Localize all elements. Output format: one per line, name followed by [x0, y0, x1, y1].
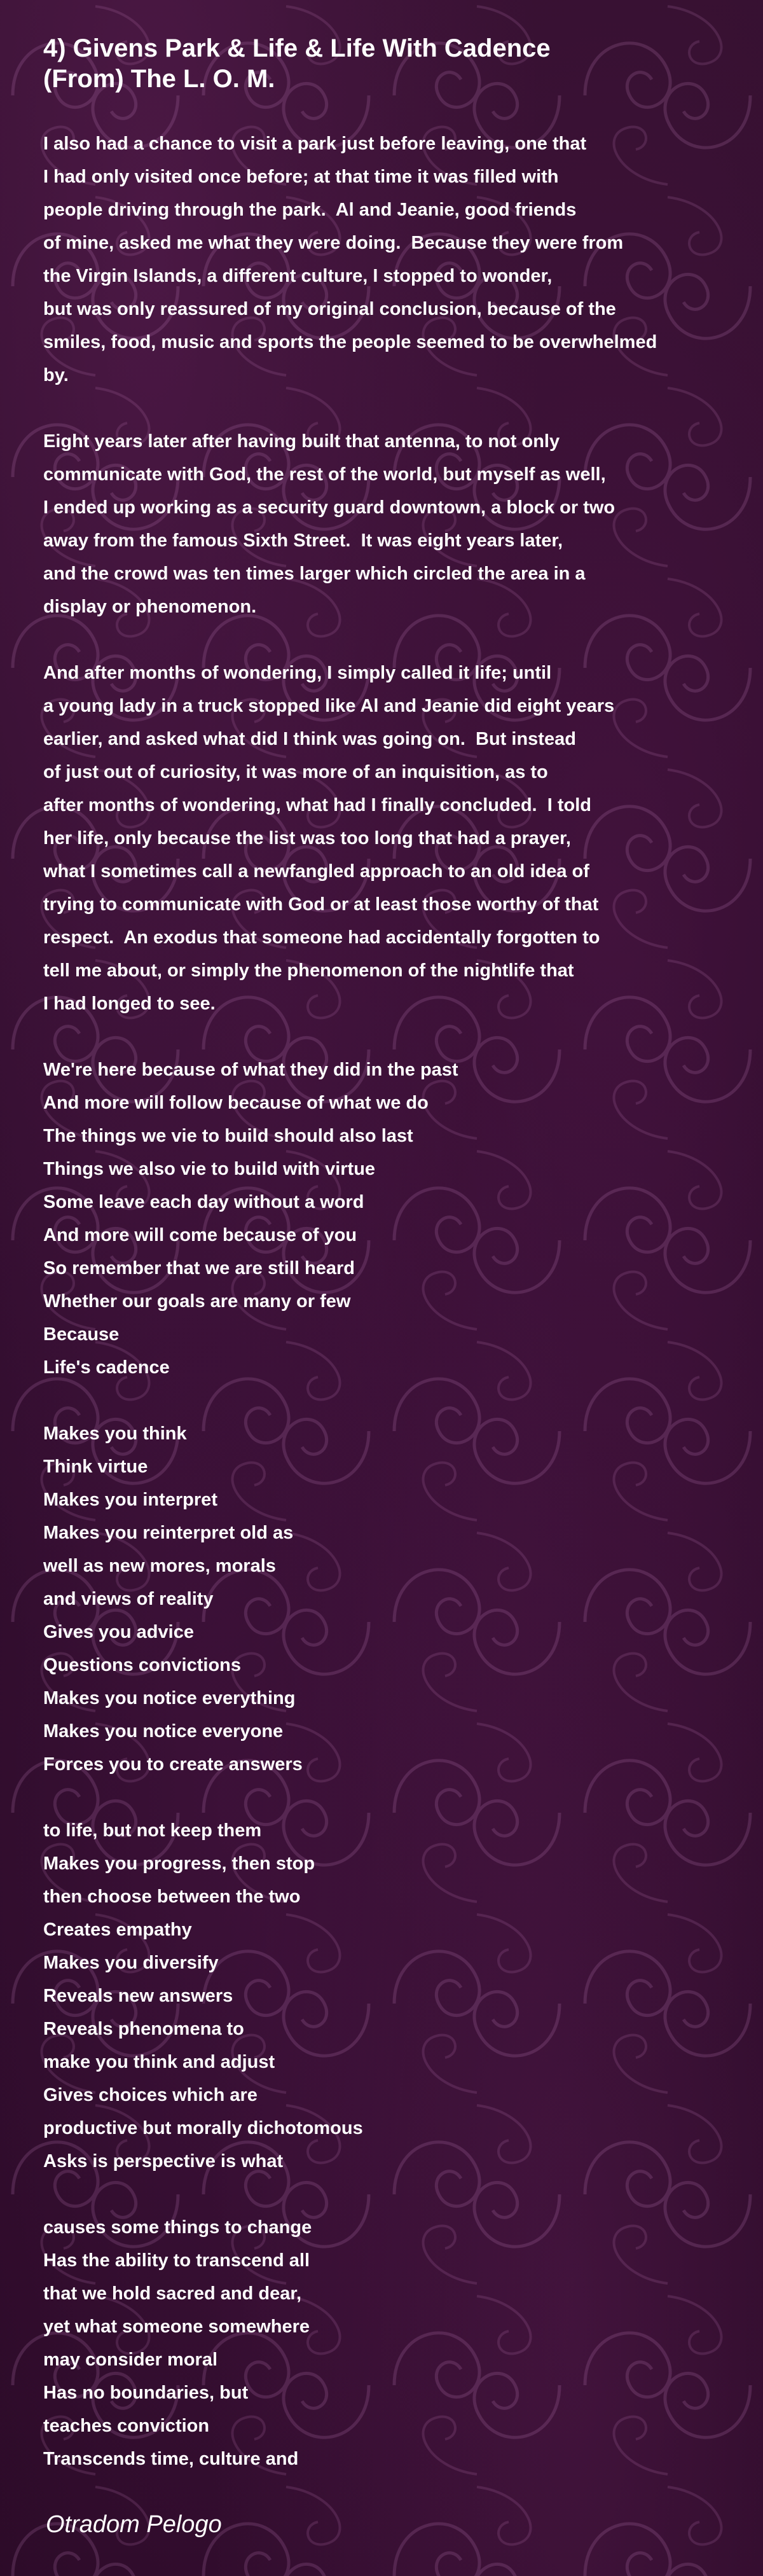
poem-line: to life, but not keep them	[43, 1820, 262, 1841]
poem-line: tell me about, or simply the phenomenon of the nightlife that	[43, 960, 574, 981]
poem-line: Because	[43, 1324, 120, 1345]
poem-line: I also had a chance to visit a park just before leaving, one that	[43, 134, 587, 154]
poem-line: teaches conviction	[43, 2416, 210, 2436]
poem-line: well as new mores, morals	[43, 1556, 276, 1576]
poem-line: I had longed to see.	[43, 994, 216, 1014]
poem-stanza	[43, 1417, 749, 1781]
poem-line: earlier, and asked what did I think was going on. But instead	[43, 729, 576, 749]
poem-stanza	[43, 127, 749, 392]
poem-line: Makes you think	[43, 1423, 187, 1444]
poem-line: The things we vie to build should also last	[43, 1126, 413, 1146]
poem-line: And more will come because of you	[43, 1225, 357, 1245]
poem-line: Eight years later after having built that antenna, to not only	[43, 431, 560, 452]
poem-line: then choose between the two	[43, 1887, 301, 1907]
poem-line: Forces you to create answers	[43, 1754, 303, 1775]
poem-stanza	[43, 2211, 749, 2476]
poem-line: Questions convictions	[43, 1655, 241, 1675]
poem-line: of just out of curiosity, it was more of an inquisition, as to	[43, 762, 548, 782]
poem-line: smiles, food, music and sports the people seemed to be overwhelmed	[43, 332, 657, 352]
poem-line: Whether our goals are many or few	[43, 1291, 351, 1312]
poem-content	[43, 33, 749, 2509]
poem-line: Gives you advice	[43, 1622, 194, 1642]
poem-line: Makes you reinterpret old as	[43, 1523, 294, 1543]
poem-title-line-2: (From) The L. O. M.	[43, 65, 275, 93]
poem-line: people driving through the park. Al and Jeanie, good friends	[43, 200, 577, 220]
poem-body	[43, 127, 749, 2476]
poem-stanza	[43, 425, 749, 623]
poem-line: Asks is perspective is what	[43, 2151, 284, 2171]
poem-title	[43, 33, 749, 94]
poem-line: the Virgin Islands, a different culture, I stopped to wonder,	[43, 266, 553, 286]
poem-line: trying to communicate with God or at least those worthy of that	[43, 894, 599, 915]
poem-line: We're here because of what they did in the past	[43, 1060, 458, 1080]
poem-line: Reveals new answers	[43, 1986, 233, 2006]
poem-line: Has the ability to transcend all	[43, 2250, 310, 2271]
poem-line: after months of wondering, what had I finally concluded. I told	[43, 795, 591, 815]
poem-stanza	[43, 1814, 749, 2178]
poem-line: Makes you diversify	[43, 1953, 219, 1973]
poem-line: Reveals phenomena to	[43, 2019, 244, 2039]
poem-line: a young lady in a truck stopped like Al and Jeanie did eight years	[43, 696, 615, 716]
poem-line: Makes you notice everyone	[43, 1721, 284, 1742]
poem-line: and the crowd was ten times larger which circled the area in a	[43, 564, 586, 584]
poem-line: Has no boundaries, but	[43, 2383, 249, 2403]
poem-line: Life's cadence	[43, 1357, 170, 1378]
poem-line: Transcends time, culture and	[43, 2449, 299, 2469]
poem-line: away from the famous Sixth Street. It was eight years later,	[43, 530, 563, 551]
poem-line: may consider moral	[43, 2350, 217, 2370]
poem-line: Creates empathy	[43, 1920, 192, 1940]
poem-stanza	[43, 656, 749, 1020]
poem-line: Some leave each day without a word	[43, 1192, 364, 1212]
poem-line: but was only reassured of my original conclusion, because of the	[43, 299, 616, 319]
poem-line: causes some things to change	[43, 2217, 312, 2238]
poem-line: And more will follow because of what we do	[43, 1093, 429, 1113]
poem-line: Gives choices which are	[43, 2085, 258, 2105]
poem-stanza	[43, 1053, 749, 1384]
poem-line: yet what someone somewhere	[43, 2316, 310, 2337]
poem-author: Otradom Pelogo	[46, 2511, 222, 2538]
poem-line: Makes you interpret	[43, 1490, 217, 1510]
poem-line: productive but morally dichotomous	[43, 2118, 363, 2138]
poem-line: and views of reality	[43, 1589, 214, 1609]
poem-line: I had only visited once before; at that time it was filled with	[43, 167, 559, 187]
poem-line: of mine, asked me what they were doing. Because they were from	[43, 233, 624, 253]
poem-line: make you think and adjust	[43, 2052, 275, 2072]
poem-line: And after months of wondering, I simply called it life; until	[43, 663, 552, 683]
poem-line: respect. An exodus that someone had accidentally forgotten to	[43, 927, 600, 948]
poem-line: that we hold sacred and dear,	[43, 2283, 302, 2304]
poem-line: communicate with God, the rest of the world, but myself as well,	[43, 464, 606, 485]
poem-line: Makes you notice everything	[43, 1688, 296, 1708]
poem-line: her life, only because the list was too long that had a prayer,	[43, 828, 571, 848]
poem-line: Things we also vie to build with virtue	[43, 1159, 376, 1179]
poem-line: So remember that we are still heard	[43, 1258, 355, 1278]
poem-line: display or phenomenon.	[43, 597, 257, 617]
poem-line: by.	[43, 365, 69, 385]
poem-line: Think virtue	[43, 1457, 148, 1477]
poem-line: Makes you progress, then stop	[43, 1853, 315, 1874]
poem-line: what I sometimes call a newfangled approach to an old idea of	[43, 861, 589, 882]
poem-line: I ended up working as a security guard downtown, a block or two	[43, 497, 615, 518]
poem-title-line-1: 4) Givens Park & Life & Life With Cadence	[43, 34, 551, 62]
